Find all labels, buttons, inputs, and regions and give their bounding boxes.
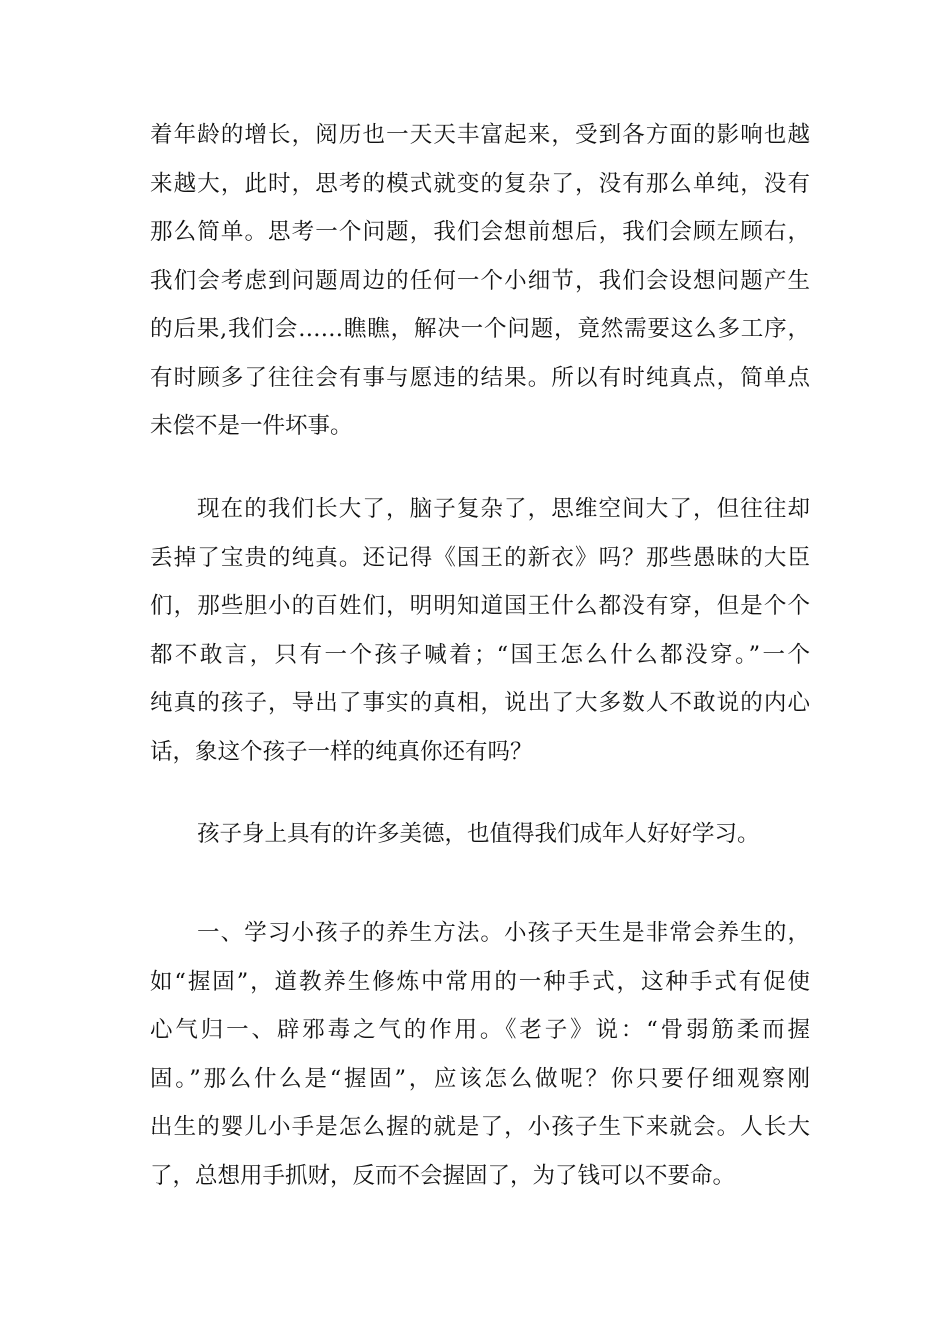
text-line: 我们会考虑到问题周边的任何一个小细节，我们会设想问题产生 xyxy=(150,267,810,294)
paragraph-2 xyxy=(150,485,810,776)
text-line: 一、学习小孩子的养生方法。小孩子天生是非常会养生的， xyxy=(197,920,810,946)
text-line: 如“握固”，道教养生修炼中常用的一种手式，这种手式有促使 xyxy=(150,968,810,995)
text-line: 固。”那么什么是“握固”，应该怎么做呢？你只要仔细观察刚 xyxy=(150,1065,810,1092)
text-line: 有时顾多了往往会有事与愿违的结果。所以有时纯真点，简单点 xyxy=(150,364,810,391)
paragraph-3 xyxy=(150,810,810,859)
text-line: 心气归一、辟邪毒之气的作用。《老子》说：“骨弱筋柔而握 xyxy=(150,1017,810,1043)
text-line: 现在的我们长大了，脑子复杂了，思维空间大了，但往往却 xyxy=(197,496,810,522)
paragraph-1 xyxy=(150,111,810,451)
text-line: 都不敢言，只有一个孩子喊着；“国王怎么什么都没穿。”一个 xyxy=(150,641,810,668)
text-line: 那么简单。思考一个问题，我们会想前想后，我们会顾左顾右， xyxy=(150,219,810,245)
text-line: 来越大，此时，思考的模式就变的复杂了，没有那么单纯，没有 xyxy=(150,170,810,197)
text-line: 出生的婴儿小手是怎么握的就是了，小孩子生下来就会。人长大 xyxy=(150,1114,810,1140)
text-line: 们，那些胆小的百姓们，明明知道国王什么都没有穿，但是个个 xyxy=(150,593,810,619)
text-line: 纯真的孩子，导出了事实的真相，说出了大多数人不敢说的内心 xyxy=(150,690,810,716)
text-line: 的后果,我们会……瞧瞧，解决一个问题，竟然需要这么多工序， xyxy=(150,316,810,342)
text-line: 了，总想用手抓财，反而不会握固了，为了钱可以不要命。 xyxy=(150,1162,736,1189)
text-line: 着年龄的增长，阅历也一天天丰富起来，受到各方面的影响也越 xyxy=(150,122,810,148)
text-line: 未偿不是一件坏事。 xyxy=(150,413,353,439)
paragraph-4 xyxy=(150,909,810,1200)
text-line: 话，象这个孩子一样的纯真你还有吗？ xyxy=(150,738,533,765)
text-line: 孩子身上具有的许多美德，也值得我们成年人好好学习。 xyxy=(197,821,760,847)
text-line: 丢掉了宝贵的纯真。还记得《国王的新衣》吗？那些愚昧的大臣 xyxy=(150,544,810,571)
